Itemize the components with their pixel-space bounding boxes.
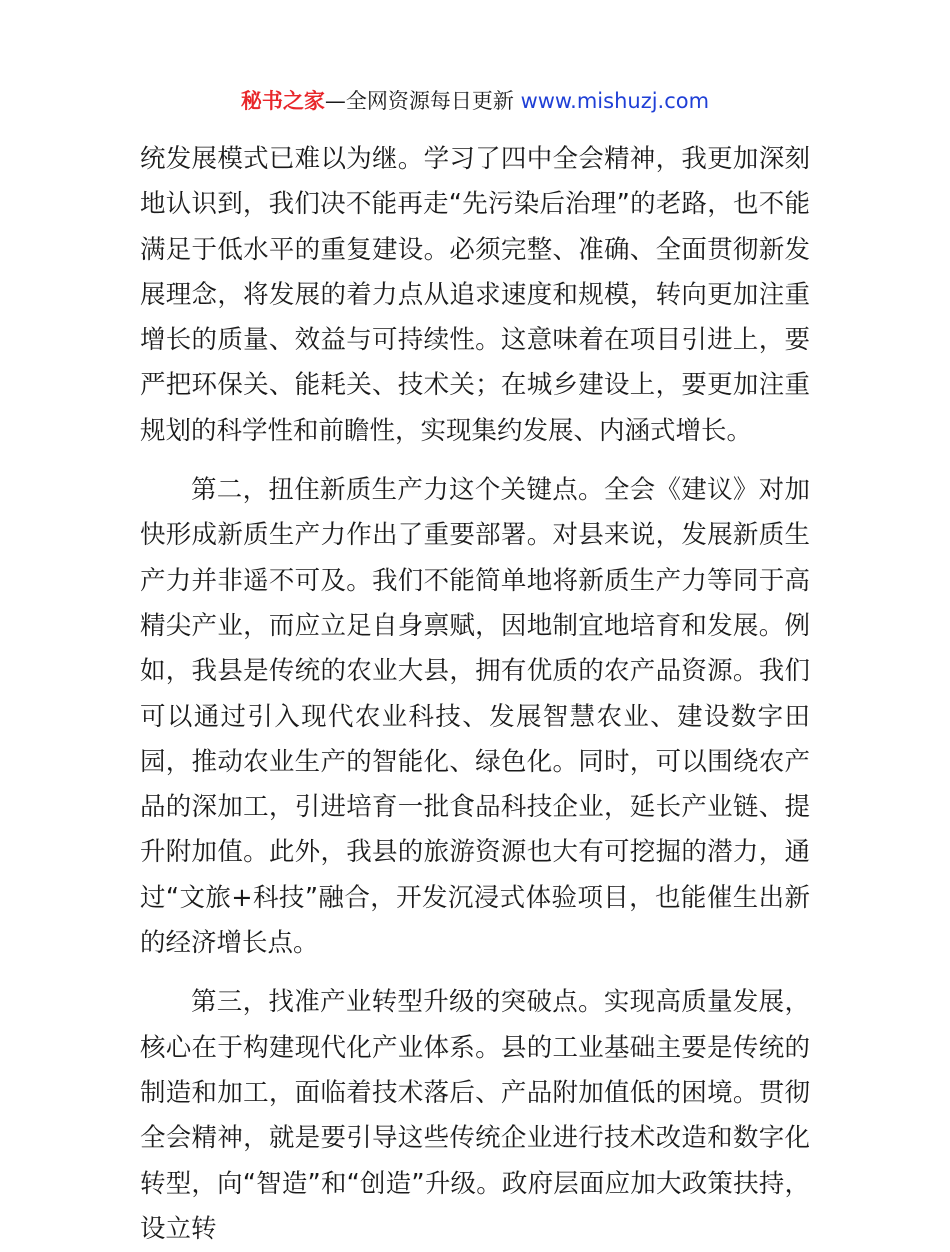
brand-name: 秘书之家 bbox=[240, 89, 325, 113]
page-header bbox=[0, 86, 950, 116]
paragraph-second-point: 第二，扭住新质生产力这个关键点。全会《建议》对加快形成新质生产力作出了重要部署。对县来说，发展新质生产力并非遥不可及。我们不能简单地将新质生产力等同于高精尖产业，而应立足自身禀赋，因地制宜地培育和发展。例如，我县是传统的农业大县，拥有优质的农产品资源。我们可以通过引入现代农业科技、发展智慧农业、建设数字田园，推动农业生产的智能化、绿色化。同时，可以围绕农产品的深加工，引进培育一批食品科技企业，延长产业链、提升附加值。此外，我县的旅游资源也大有可挖掘的潜力，通过“文旅+科技”融合，开发沉浸式体验项目，也能催生出新的经济增长点。 bbox=[140, 475, 810, 959]
paragraph-continuation: 统发展模式已难以为继。学习了四中全会精神，我更加深刻地认识到，我们决不能再走“先污染后治理”的老路，也不能满足于低水平的重复建设。必须完整、准确、全面贯彻新发展理念，将发展的着力点从追求速度和规模，转向更加注重增长的质量、效益与可持续性。这意味着在项目引进上，要严把环保关、能耗关、技术关；在城乡建设上，要更加注重规划的科学性和前瞻性，实现集约发展、内涵式增长。 bbox=[140, 144, 810, 446]
header-tagline: —全网资源每日更新 bbox=[324, 89, 521, 113]
website-link[interactable]: www.mishuzj.com bbox=[520, 89, 710, 113]
document-body bbox=[140, 137, 810, 1252]
paragraph-third-point: 第三，找准产业转型升级的突破点。实现高质量发展，核心在于构建现代化产业体系。县的工业基础主要是传统的制造和加工，面临着技术落后、产品附加值低的困境。贯彻全会精神，就是要引导这些传统企业进行技术改造和数字化转型，向“智造”和“创造”升级。政府层面应加大政策扶持，设立转 bbox=[140, 987, 810, 1244]
